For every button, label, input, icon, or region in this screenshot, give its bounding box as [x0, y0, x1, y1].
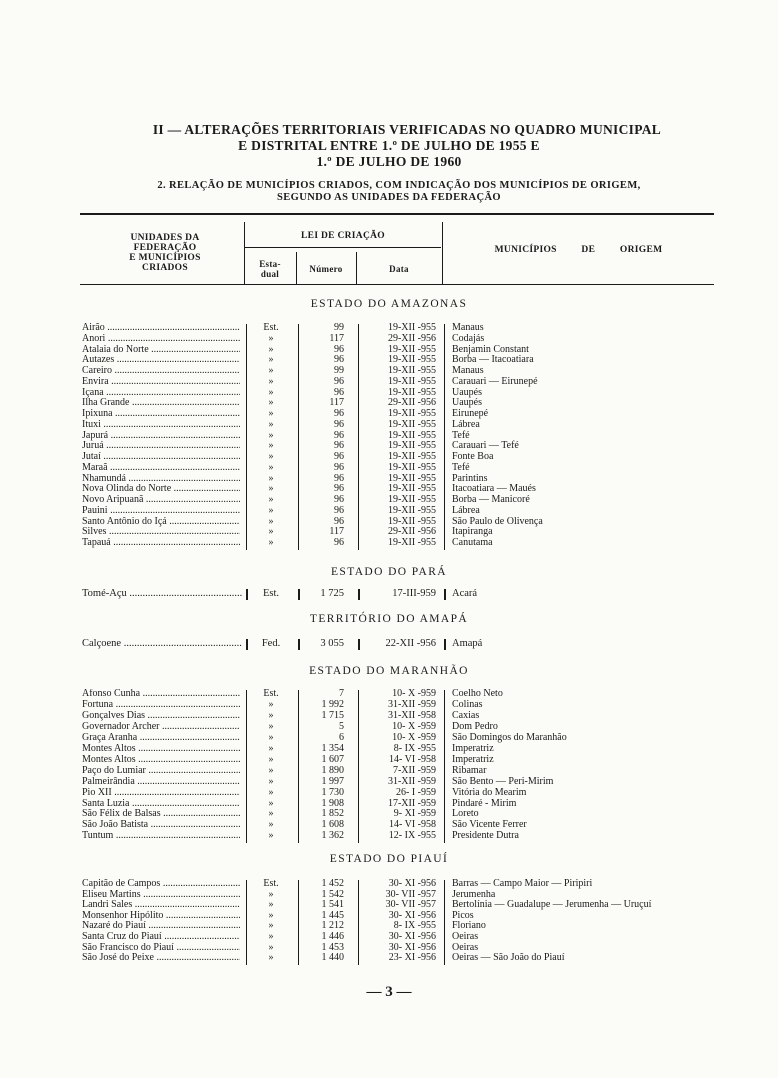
cell-date: 22-XII -956 — [385, 638, 436, 649]
header-units-line3: E MUNICÍPIOS — [129, 253, 201, 263]
cell-name: Fortuna ..... — [82, 700, 240, 711]
cell-orig: Colinas — [452, 698, 483, 710]
cell-name: Juruá ..... — [82, 441, 240, 452]
cell-name: São Félix de Balsas ..... — [82, 809, 240, 820]
header-date: Data — [389, 264, 409, 274]
column-separator — [298, 690, 299, 843]
title-line-1: II — ALTERAÇÕES TERRITORIAIS VERIFICADAS NO QUADRO MUNICIPAL — [152, 122, 662, 137]
cell-name: Paço do Lumiar ..... — [82, 766, 240, 777]
cell-name: Palmeirândia ..... — [82, 777, 240, 788]
cell-est: » — [268, 429, 274, 441]
cell-orig: Caxias — [452, 709, 480, 721]
cell-orig: Amapá — [452, 638, 483, 649]
cell-name: Capitão de Campos ..... — [82, 879, 240, 890]
cell-num: 1 440 — [321, 952, 344, 964]
cell-name: Airão ..... — [82, 323, 240, 334]
cell-orig: São Paulo de Olivença — [452, 515, 543, 527]
cell-num: 96 — [334, 440, 344, 452]
table-row — [80, 755, 720, 766]
column-separator — [298, 639, 300, 650]
cell-num: 96 — [334, 451, 344, 462]
cell-orig: Ribamar — [452, 764, 487, 776]
cell-name: Ipixuna ..... — [82, 409, 240, 420]
cell-orig: Tefé — [452, 461, 470, 473]
cell-num: 1 908 — [321, 797, 344, 809]
cell-num: 96 — [334, 461, 344, 473]
cell-num: 1 607 — [321, 753, 344, 765]
cell-name: Afonso Cunha ..... — [82, 689, 240, 700]
subtitle-line-1: 2. RELAÇÃO DE MUNICÍPIOS CRIADOS, COM INDICAÇÃO DOS MUNICÍPIOS DE ORIGEM, — [157, 180, 641, 191]
cell-num: 96 — [334, 354, 344, 366]
cell-date: 30- XI -956 — [388, 931, 436, 942]
column-separator — [444, 880, 445, 965]
cell-name: Calçoene ..... — [82, 638, 242, 649]
cell-name: Montes Altos ..... — [82, 755, 240, 766]
cell-est: » — [268, 709, 274, 721]
cell-name: Tuntum ..... — [82, 831, 240, 842]
header-units-line1: UNIDADES DA — [130, 233, 200, 243]
header-units-line4: CRIADOS — [142, 263, 188, 273]
cell-num: 5 — [339, 720, 344, 732]
cell-name: Içana ..... — [82, 388, 240, 399]
cell-est: Est. — [263, 878, 279, 889]
table-row — [80, 953, 720, 964]
cell-orig: Benjamin Constant — [452, 343, 529, 355]
cell-num: 96 — [334, 343, 344, 355]
cell-orig: Manaus — [452, 322, 484, 333]
cell-name: Santa Cruz do Piauí ..... — [82, 932, 240, 943]
table-row — [80, 463, 720, 474]
cell-date: 10- X -959 — [392, 688, 436, 699]
cell-num: 1 992 — [321, 698, 344, 710]
column-separator — [358, 639, 360, 650]
title-line-3: 1.º DE JULHO DE 1960 — [316, 154, 462, 169]
cell-orig: Imperatriz — [452, 753, 494, 765]
cell-num: 117 — [329, 332, 344, 344]
cell-est: » — [268, 731, 274, 743]
cell-num: 1 453 — [321, 941, 344, 953]
cell-date: 19-XII -955 — [387, 472, 436, 484]
cell-name: Graça Aranha ..... — [82, 733, 240, 744]
column-separator — [298, 880, 299, 965]
cell-name: Monsenhor Hipólito ..... — [82, 911, 240, 922]
cell-num: 1 730 — [321, 786, 344, 798]
column-separator — [246, 690, 247, 843]
cell-orig: São Domingos do Maranhão — [452, 731, 567, 743]
cell-date: 19-XII -955 — [387, 343, 436, 355]
cell-num: 96 — [334, 408, 344, 419]
cell-num: 96 — [334, 472, 344, 484]
column-separator — [246, 639, 248, 650]
cell-num: 96 — [334, 418, 344, 430]
cell-est: » — [268, 698, 274, 710]
cell-orig: Oeiras — [452, 941, 479, 953]
cell-est: Est. — [263, 322, 279, 333]
cell-orig: Itapiranga — [452, 526, 493, 538]
cell-est: » — [268, 764, 274, 776]
cell-date: 17-III-959 — [392, 588, 436, 599]
cell-date: 10- X -959 — [392, 731, 436, 743]
cell-est: » — [268, 909, 274, 921]
cell-orig: Tefé — [452, 429, 470, 441]
cell-est: » — [268, 797, 274, 809]
cell-date: 17-XII -959 — [387, 797, 436, 809]
cell-orig: Canutama — [452, 537, 493, 548]
cell-est: » — [268, 397, 274, 409]
cell-orig: São Vicente Ferrer — [452, 819, 527, 831]
cell-num: 1 715 — [321, 709, 344, 721]
cell-date: 23- XI -956 — [388, 952, 436, 964]
header-law-rule — [245, 247, 441, 248]
cell-num: 7 — [339, 688, 344, 699]
cell-date: 31-XII -959 — [387, 698, 436, 710]
cell-name: Atalaia do Norte ..... — [82, 345, 240, 356]
cell-est: » — [268, 472, 274, 484]
cell-est: » — [268, 418, 274, 430]
cell-name: Landri Sales ..... — [82, 900, 240, 911]
page-number: — 3 — — [366, 984, 412, 1000]
cell-name: Gonçalves Dias ..... — [82, 711, 240, 722]
cell-name: Ilha Grande ..... — [82, 398, 240, 409]
cell-date: 19-XII -955 — [387, 440, 436, 452]
cell-name: Santo Antônio do Içá ..... — [82, 517, 240, 528]
cell-date: 29-XII -956 — [387, 332, 436, 344]
cell-date: 19-XII -955 — [387, 461, 436, 473]
cell-est: » — [268, 332, 274, 344]
table-row — [80, 733, 720, 744]
cell-num: 96 — [334, 483, 344, 495]
cell-num: 1 212 — [321, 920, 344, 932]
cell-num: 96 — [334, 375, 344, 387]
section-title-piaui: ESTADO DO PIAUÍ — [329, 853, 449, 865]
cell-name: Autazes ..... — [82, 355, 240, 366]
cell-date: 31-XII -958 — [387, 709, 436, 721]
cell-name: Pauini ..... — [82, 506, 240, 517]
cell-orig: Vitória do Mearim — [452, 786, 527, 798]
column-separator — [358, 880, 359, 965]
cell-orig: Bertolínia — Guadalupe — Jerumenha — Uruçuí — [452, 899, 652, 911]
cell-date: 19-XII -955 — [387, 322, 436, 333]
header-origin: MUNICÍPIOS DE ORIGEM — [494, 245, 663, 255]
cell-est: » — [268, 526, 274, 538]
cell-name: São João Batista ..... — [82, 820, 240, 831]
cell-date: 30- XI -956 — [388, 941, 436, 953]
cell-date: 30- XI -956 — [388, 909, 436, 921]
cell-date: 19-XII -955 — [387, 375, 436, 387]
cell-num: 96 — [334, 504, 344, 516]
section-title-maranhao: ESTADO DO MARANHÃO — [309, 665, 469, 677]
cell-date: 19-XII -955 — [387, 483, 436, 495]
cell-name: Tapauá ..... — [82, 538, 240, 549]
header-state-line2: dual — [260, 269, 280, 279]
column-separator — [444, 639, 446, 650]
cell-date: 19-XII -955 — [387, 365, 436, 376]
column-separator — [246, 589, 248, 600]
cell-orig: Picos — [452, 909, 474, 921]
column-separator — [444, 690, 445, 843]
cell-est: » — [268, 461, 274, 473]
cell-orig: Lábrea — [452, 504, 480, 516]
cell-est: » — [268, 819, 274, 831]
cell-date: 8- IX -955 — [393, 920, 436, 932]
cell-date: 9- XI -959 — [393, 808, 436, 820]
cell-name: São Francisco do Piauí ..... — [82, 943, 240, 954]
column-separator — [358, 589, 360, 600]
cell-name: Novo Aripuanã ..... — [82, 495, 240, 506]
cell-num: 3 055 — [320, 638, 344, 649]
cell-name: Governador Archer ..... — [82, 722, 240, 733]
cell-name: Careiro ..... — [82, 366, 240, 377]
cell-orig: Jerumenha — [452, 888, 496, 900]
cell-num: 1 725 — [320, 588, 344, 599]
cell-date: 31-XII -959 — [387, 775, 436, 787]
table-row — [80, 766, 720, 777]
cell-num: 1 446 — [321, 931, 344, 942]
cell-orig: Uaupés — [452, 397, 482, 409]
cell-orig: Carauari — Eirunepé — [452, 375, 538, 387]
title-line-2: E DISTRITAL ENTRE 1.º DE JULHO DE 1955 E — [238, 138, 540, 153]
cell-name: Tomé-Açu ..... — [82, 588, 242, 599]
cell-est: » — [268, 742, 274, 754]
cell-est: » — [268, 408, 274, 419]
cell-est: » — [268, 386, 274, 398]
cell-est: » — [268, 343, 274, 355]
cell-est: » — [268, 952, 274, 964]
cell-name: Silves ..... — [82, 527, 240, 538]
cell-orig: Coelho Neto — [452, 688, 503, 699]
cell-num: 1 354 — [321, 742, 344, 754]
header-top-rule — [80, 213, 714, 215]
cell-date: 8- IX -955 — [393, 742, 436, 754]
cell-num: 96 — [334, 429, 344, 441]
column-separator — [358, 690, 359, 843]
cell-est: Est. — [262, 588, 280, 599]
cell-orig: Barras — Campo Maior — Piripiri — [452, 878, 593, 889]
table-row — [80, 377, 720, 388]
cell-date: 14- VI -958 — [388, 819, 436, 831]
cell-est: » — [268, 941, 274, 953]
table-row — [80, 777, 720, 788]
cell-est: » — [268, 830, 274, 842]
column-separator — [246, 324, 247, 550]
cell-name: Maraã ..... — [82, 463, 240, 474]
cell-num: 96 — [334, 515, 344, 527]
cell-date: 29-XII -956 — [387, 397, 436, 409]
subtitle-line-2: SEGUNDO AS UNIDADES DA FEDERAÇÃO — [277, 192, 501, 203]
cell-orig: Itacoatiara — Maués — [452, 483, 536, 495]
cell-num: 96 — [334, 386, 344, 398]
cell-orig: Carauari — Tefé — [452, 440, 519, 452]
cell-est: » — [268, 504, 274, 516]
cell-num: 96 — [334, 537, 344, 548]
header-units — [90, 233, 240, 273]
column-separator — [358, 324, 359, 550]
cell-orig: Dom Pedro — [452, 720, 498, 732]
cell-orig: São Bento — Peri-Mirim — [452, 775, 554, 787]
cell-est: Est. — [263, 688, 279, 699]
cell-num: 1 852 — [321, 808, 344, 820]
column-separator — [444, 589, 446, 600]
cell-name: Pio XII ..... — [82, 788, 240, 799]
cell-date: 14- VI -958 — [388, 753, 436, 765]
table-row — [80, 788, 720, 799]
table-row — [80, 420, 720, 431]
cell-num: 117 — [329, 397, 344, 409]
cell-num: 1 542 — [321, 888, 344, 900]
cell-est: » — [268, 720, 274, 732]
cell-name: São José do Peixe ..... — [82, 953, 240, 964]
cell-est: » — [268, 365, 274, 376]
cell-date: 29-XII -956 — [387, 526, 436, 538]
cell-est: » — [268, 931, 274, 942]
header-law: LEI DE CRIAÇÃO — [301, 231, 385, 241]
cell-date: 19-XII -955 — [387, 504, 436, 516]
cell-est: » — [268, 537, 274, 548]
cell-num: 99 — [334, 365, 344, 376]
cell-date: 19-XII -955 — [387, 408, 436, 419]
cell-orig: Uaupés — [452, 386, 482, 398]
column-separator — [246, 880, 247, 965]
cell-name: Anori ..... — [82, 334, 240, 345]
table-row — [80, 334, 720, 345]
cell-name: Eliseu Martins ..... — [82, 890, 240, 901]
cell-num: 99 — [334, 322, 344, 333]
column-separator — [444, 324, 445, 550]
cell-orig: Borba — Manicoré — [452, 494, 530, 505]
cell-orig: Floriano — [452, 920, 486, 932]
cell-date: 30- VII -957 — [385, 899, 436, 911]
column-separator — [298, 589, 300, 600]
cell-orig: Fonte Boa — [452, 451, 494, 462]
table-row — [80, 506, 720, 517]
cell-orig: Presidente Dutra — [452, 830, 519, 842]
cell-num: 1 608 — [321, 819, 344, 831]
cell-name: Jutaí ..... — [82, 452, 240, 463]
cell-est: » — [268, 888, 274, 900]
cell-est: » — [268, 515, 274, 527]
cell-orig: Parintins — [452, 472, 488, 484]
cell-num: 1 890 — [321, 764, 344, 776]
cell-date: 19-XII -955 — [387, 494, 436, 505]
cell-orig: Lábrea — [452, 418, 480, 430]
column-separator — [298, 324, 299, 550]
cell-date: 12- IX -955 — [388, 830, 436, 842]
cell-orig: Oeiras — [452, 931, 479, 942]
header-state — [245, 259, 295, 279]
cell-est: » — [268, 775, 274, 787]
cell-num: 1 541 — [321, 899, 344, 911]
cell-date: 30- XI -956 — [388, 878, 436, 889]
cell-orig: Oeiras — São João do Piauí — [452, 952, 565, 964]
page-title — [0, 122, 778, 170]
cell-orig: Manaus — [452, 365, 484, 376]
cell-est: Fed. — [261, 638, 281, 649]
cell-num: 6 — [339, 731, 344, 743]
section-title-amazonas: ESTADO DO AMAZONAS — [310, 298, 468, 310]
table-row — [80, 831, 720, 842]
header-state-line1: Esta- — [259, 259, 281, 269]
cell-num: 1 445 — [321, 909, 344, 921]
table-row — [80, 538, 720, 549]
cell-name: Envira ..... — [82, 377, 240, 388]
cell-orig: Pindaré - Mirim — [452, 797, 517, 809]
cell-orig: Acará — [452, 588, 478, 599]
cell-date: 19-XII -955 — [387, 386, 436, 398]
cell-num: 96 — [334, 494, 344, 505]
cell-name: Japurá ..... — [82, 431, 240, 442]
section-title-para: ESTADO DO PARÁ — [330, 566, 448, 578]
cell-num: 1 997 — [321, 775, 344, 787]
cell-orig: Codajás — [452, 332, 485, 344]
cell-est: » — [268, 354, 274, 366]
cell-name: Nova Olinda do Norte ..... — [82, 484, 240, 495]
cell-est: » — [268, 786, 274, 798]
cell-est: » — [268, 899, 274, 911]
header-units-line2: FEDERAÇÃO — [133, 243, 197, 253]
cell-orig: Borba — Itacoatiara — [452, 354, 534, 366]
cell-name: Nazaré do Piauí ..... — [82, 921, 240, 932]
cell-num: 117 — [329, 526, 344, 538]
cell-est: » — [268, 808, 274, 820]
cell-est: » — [268, 375, 274, 387]
table-row — [80, 744, 720, 755]
cell-orig: Loreto — [452, 808, 479, 820]
cell-date: 19-XII -955 — [387, 451, 436, 462]
cell-num: 1 452 — [321, 878, 344, 889]
header-bottom-rule — [80, 284, 714, 285]
section-title-amapa: TERRITÓRIO DO AMAPÁ — [309, 613, 469, 625]
cell-date: 19-XII -955 — [387, 429, 436, 441]
cell-orig: Eirunepé — [452, 408, 489, 419]
cell-orig: Imperatriz — [452, 742, 494, 754]
cell-est: » — [268, 494, 274, 505]
cell-date: 10- X -959 — [392, 720, 436, 732]
cell-date: 7-XII -959 — [392, 764, 436, 776]
cell-est: » — [268, 483, 274, 495]
cell-est: » — [268, 440, 274, 452]
cell-date: 30- VII -957 — [385, 888, 436, 900]
cell-date: 19-XII -955 — [387, 515, 436, 527]
cell-name: Montes Altos ..... — [82, 744, 240, 755]
cell-est: » — [268, 753, 274, 765]
cell-date: 19-XII -955 — [387, 354, 436, 366]
cell-date: 19-XII -955 — [387, 418, 436, 430]
cell-date: 19-XII -955 — [387, 537, 436, 548]
cell-est: » — [268, 451, 274, 462]
cell-name: Ituxi ..... — [82, 420, 240, 431]
header-number: Número — [309, 264, 343, 274]
cell-name: Santa Luzia ..... — [82, 799, 240, 810]
section-subtitle — [0, 180, 778, 204]
cell-num: 1 362 — [321, 830, 344, 842]
cell-date: 26- I -959 — [396, 786, 436, 798]
cell-est: » — [268, 920, 274, 932]
cell-name: Nhamundá ..... — [82, 474, 240, 485]
